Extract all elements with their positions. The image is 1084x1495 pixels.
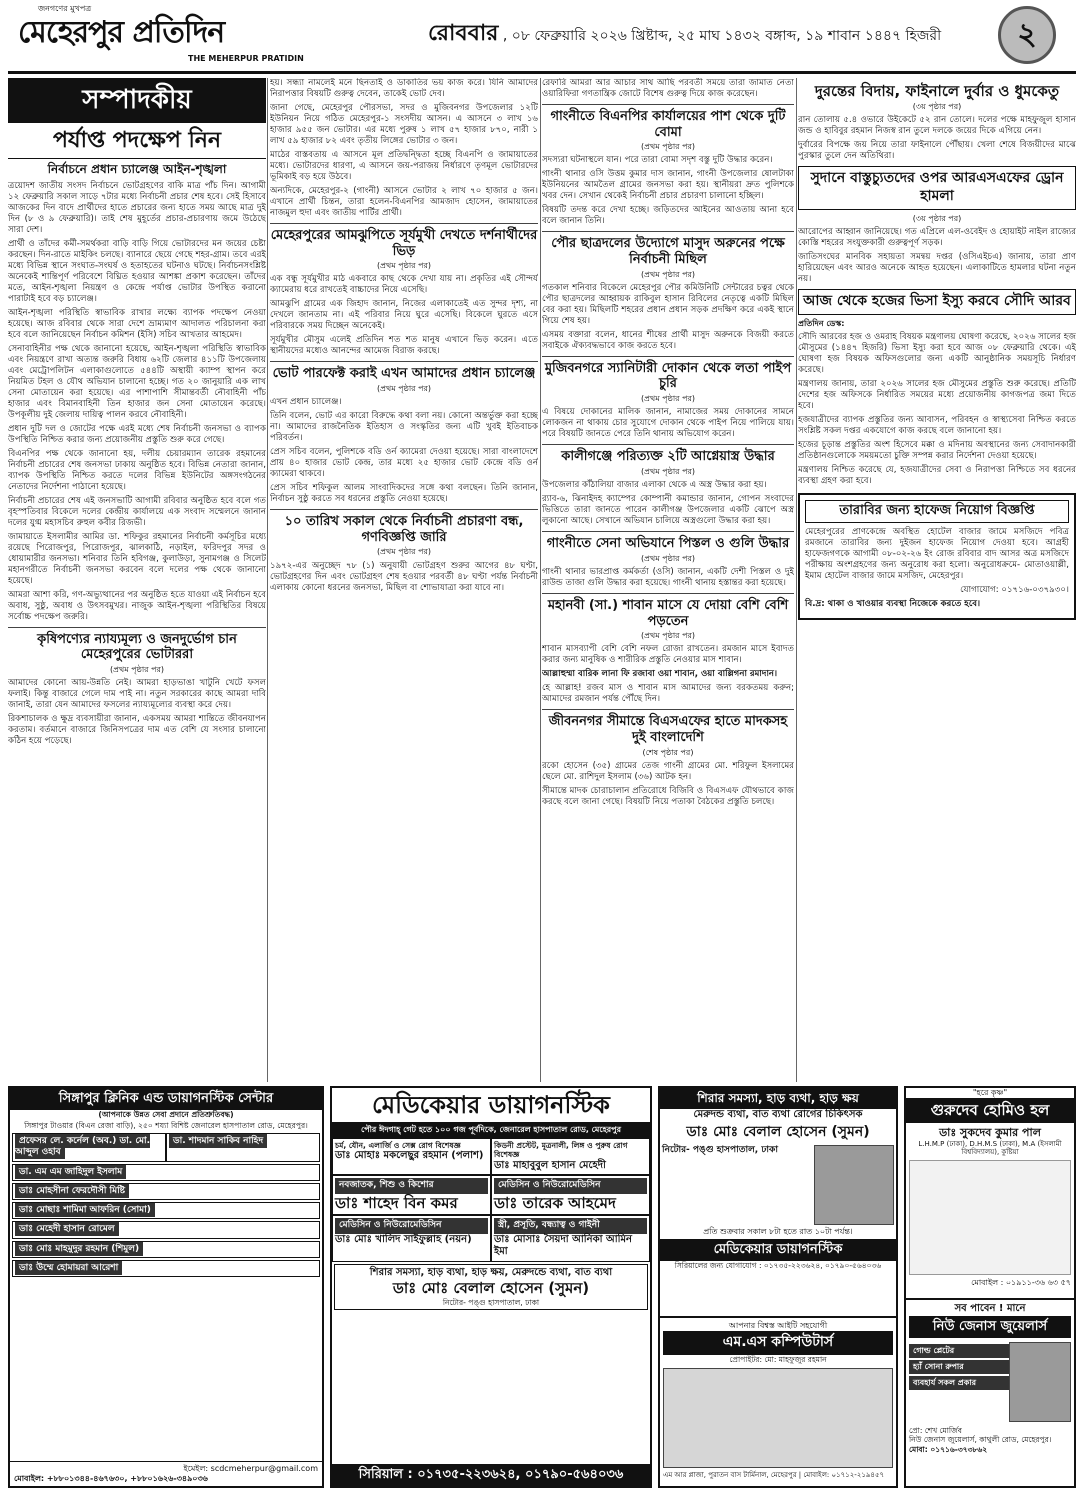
paragraph: সীমান্তে মাদক চোরাচালান প্রতিরোধে বিজিবি ও বিএসএফ যৌথভাবে কাজ করছে বলে জানা গেছে। বিষয়টি নিয়ে পতাকা বৈঠকের প্রস্তুতি চলছে। [542, 785, 794, 807]
paragraph: এখন প্রধান চ্যালেঞ্জ। [270, 397, 342, 408]
hafez-notice [798, 493, 1076, 620]
divider [542, 531, 794, 532]
paragraph: রিকশাচালক ও ক্ষুদ্র ব্যবসায়ীরা জানান, একসময় আমরা শান্তিতে জীবনযাপন করতাম। বর্তমানে বাজারে জিনিসপত্রের দাম এত বেশি যে সংসার চালানো কঠিন হয়ে পড়েছে। [8, 714, 266, 747]
ad-gurudev-homeo [904, 1086, 1076, 1488]
story-headline: ভোট পারফেক্ট করাই এখন আমাদের প্রধান চ্যালেঞ্জ [272, 366, 536, 382]
paragraph: হজযাত্রীদের ব্যাপক প্রস্তুতির জন্য আবাসন, পরিবহন ও স্বাস্থ্যসেবা নিশ্চিত করতে সংশ্লিষ্ট সকল দপ্তর একযোগে কাজ করছে বলে জানানো হয়। [798, 415, 1076, 437]
column-2 [270, 78, 538, 1082]
paragraph: মাঠের বাস্তবতায় এ আসনে মূল প্রতিদ্বন্দ্বিতা হচ্ছে বিএনপি ও জামায়াতের মধ্যে। ভোটারদের ধারণা, এ আসনে জয়-পরাজয় নির্ধারণে তৃণমূল ভোটারদের ভূমিকাই বড় হয়ে উঠবে। [270, 150, 538, 182]
doctor-entry: ডাঃ উম্মে হোমায়রা আরেশা [12, 1260, 320, 1277]
ad-clinic-tagline: (আপনাকে উন্নত সেবা প্রদানে প্রতিশ্রুতিবদ্ধ) [98, 1110, 234, 1120]
ad-clinic-name: সিঙ্গাপুর ক্লিনিক এন্ড ডায়াগনস্টিক সেন্টার [10, 1088, 322, 1110]
ad-computers-tag: আপনার বিশ্বস্ত আইটি সহযোগী [728, 1321, 828, 1330]
ad-jewellers-owner: প্রো: শেখ মোর্জিব [909, 1425, 962, 1435]
notice-title: তারাবির জন্য হাফেজ নিয়োগ বিজ্ঞপ্তি [805, 500, 1069, 523]
story-continuation: (প্রথম পৃষ্ঠার পর) [376, 261, 432, 271]
day: রোববার [428, 21, 499, 46]
doctor-entry: ডা. এম এম জাহিদুল ইসলাম [12, 1164, 320, 1181]
divider [542, 444, 794, 445]
story-headline: ১০ তারিখ সকাল থেকে নির্বাচনী প্রচারণা বন্ধ, গণবিজ্ঞপ্তি জারি [284, 514, 524, 545]
divider [270, 509, 538, 510]
advertisement-strip [8, 1086, 1076, 1488]
paragraph: গাংনী থানার ওসি উত্তম কুমার দাস জানান, গাংনী উপজেলার ষোলটাকা ইউনিয়নের আমতৈল গ্রামের জনসভা করা হয়। স্থানীয়রা দ্রুত পুলিশকে খবর দেন। সেখান থেকেই নির্বাচনী প্রচার প্রচারণা চালানো হচ্ছিল। [542, 169, 794, 202]
ad-belal-body [660, 1143, 896, 1227]
ad-homeo-doctor: ডাঃ সুকদেব কুমার পাল [939, 1125, 1041, 1139]
story-dateline: প্রতিদিন ডেস্ক: [798, 319, 845, 329]
ad-belal-sub: মেরুদন্ড ব্যথা, বাত ব্যথা রোগের চিকিৎসক [693, 1109, 863, 1120]
story-headline: কালীগঞ্জে পরিত্যক্ত ২টি আগ্নেয়াস্ত্র উদ্ধার [561, 449, 775, 465]
story-headline: জীবননগর সীমান্তে বিএসএফের হাতে মাদকসহ দুই বাংলাদেশি [548, 714, 788, 745]
paragraph: রকো হোসেন (৩৫) গ্রামের তেজ গাংনী গ্রামের মো. শরিফুল ইসলামের ছেলে মো. রাশিদুল ইসলাম (৩৬) আটক হন। [542, 760, 794, 782]
computer-products-image [663, 1368, 893, 1468]
ad-medicare-serial: সিরিয়াল : ০১৭৩৫-২২৩৬২৪, ০১৭৯০-৫৬৪০৩৬ [332, 1464, 650, 1486]
doctor-entry: ডাঃ মোহসীনা ফেরদৌসী মিষ্টি [12, 1183, 320, 1200]
column-divider [796, 78, 797, 1082]
divider [8, 627, 266, 628]
doctor-entry: প্রফেসর লে. কর্নেল (অব.) ডা. মো. আব্দুল ওহাব [12, 1133, 166, 1162]
paragraph: আল্লাহুম্মা বারিক লানা ফি রজাবা ওয়া শাবান, ওয়া বাল্লিগনা রমাদান। [542, 669, 778, 680]
paragraph: বিষয়টি তদন্ত করে দেখা হচ্ছে। জড়িতদের আইনের আওতায় আনা হবে বলে জানান তিনি। [542, 205, 794, 227]
ad-clinic-mobile: মোবাইল: +৮৮০১৩৪৪-৪৬৭৬৩০, +৮৮০১৬২৬-৩৪৯০৩৬ [14, 1474, 208, 1483]
divider [542, 356, 794, 357]
column-divider [267, 78, 268, 1082]
paragraph: হয়। সন্ধ্যা নামলেই মনে ছিনতাই ও ডাকাতির ভয় কাজ করে। যিনি আমাদের নিরাপত্তার বিষয়টি গুরুত্ব দেবেন, তাকেই ভোট দেব। [270, 78, 538, 99]
ad-ms-computers [660, 1316, 896, 1486]
paragraph: আমরা আশা করি, গণ-অভ্যুত্থানের পর অনুষ্ঠিত হতে যাওয়া এই নির্বাচন হবে অবাধ, সুষ্ঠু, অবাধ ও উৎসবমুখর। নাজুক আইন-শৃঙ্খলা পরিস্থিতির বিষয়ে সর্বোচ্চ পদক্ষেপ জরুরি। [8, 589, 266, 622]
column-editorial [8, 78, 266, 1082]
paragraph: ১৯৭২-এর অনুচ্ছেদ ৭৮ (১) অনুযায়ী ভোটগ্রহণ শুরুর আগের ৪৮ ঘণ্টা, ভোটগ্রহণের দিন এবং ভোটগ্রহণ শেষ হওয়ার পরবর্তী ৪৮ ঘণ্টা পর্যন্ত নির্বাচনী এলাকায় কোনো ধরনের জনসভা, মিছিল বা শোভাযাত্রা করা যাবে না। [270, 560, 538, 593]
paragraph: ত্রয়োদশ জাতীয় সংসদ নির্বাচনে ভোটগ্রহণের বাকি মাত্র পাঁচ দিন। আগামী ১২ ফেব্রুয়ারি সকাল সাড়ে ৭টার মধ্যে নির্বাচনী প্রচার শেষ হবে। সেই হিসাবে আজকের দিন বাদে প্রার্থীদের হাতে প্রচারের জন্য হাতে সময় আছে মাত্র দুই দিন (৮ ও ৯ ফেব্রুয়ারি)। তাই শেষ মুহূর্তের প্রচার-প্রচারণায় জমে উঠেছে সারা দেশ। [8, 180, 266, 235]
story-continuation: (প্রথম পৃষ্ঠার পর) [376, 384, 432, 394]
doctor-entry: ডাঃ মোঃ মাহমুদুর রহমান (শিমুল) [12, 1241, 320, 1258]
story-continuation: (৩য় পৃষ্ঠার পর) [912, 214, 962, 224]
ad-belal-top: শিরার সমস্যা, হাড় ব্যথা, হাড় ক্ষয় [660, 1088, 896, 1109]
paragraph: আরোপের আহ্বান জানিয়েছে। গত এপ্রিলে এল-ওবেইদ ও হোয়াইট নাইল রাজ্যের কোস্তি শহরের সংযুক্তকারী গুরুত্বপূর্ণ সড়ক। [798, 227, 1076, 249]
divider [542, 593, 794, 594]
paragraph: আইন-শৃঙ্খলা পরিস্থিতি স্বাভাবিক রাখার লক্ষ্যে ব্যাপক পদক্ষেপ নেওয়া হয়েছে। আজ রবিবার থেকে সারা দেশে ভ্রাম্যমাণ আদালত পরিচালনা করা হবে বলে জানিয়েছেন নির্বাচন কমিশন (ইসি) সচিব আখতার আহমেদ। [8, 307, 266, 340]
paragraph: গাংনী থানার ভারপ্রাপ্ত কর্মকর্তা (ওসি) জানান, একটি দেশী পিস্তল ও দুই রাউন্ড তাজা গুলি উদ্ধার করা হয়েছে। গাংনী থানায় হস্তান্তর করা হয়েছে। [542, 566, 794, 588]
story-headline: গাংনীতে বিএনপির কার্যালয়ের পাশ থেকে দুটি বোমা [550, 109, 786, 140]
doctor-cell: নবজাতক, শিশু ও কিশোর ডাঃ শাহেদ বিন কমর [332, 1175, 491, 1215]
page-number: ২ [998, 6, 1056, 64]
owner-photo [1009, 1342, 1071, 1422]
paragraph: প্রেস সচিব বলেন, পুলিশকে বডি ওর্ন ক্যামেরা দেওয়া হয়েছে। সারা বাংলাদেশে প্রায় ৪০ হাজার ভোট কেন্দ্র, তার মধ্যে ২৫ হাজার ভোট কেন্দ্রে বডি ওর্ন ক্যামেরা থাকবে। [270, 447, 538, 480]
doctor-entry: ডা. শাদমান সাকিব নাহিদ [166, 1133, 320, 1162]
story-continuation: (প্রথম পৃষ্ঠার পর) [640, 631, 696, 641]
doctor-cell: স্ত্রী, প্রসূতি, বন্ধ্যাত্ব ও গাইনী ডাঃ মোসাঃ সৈয়দা আনিকা আমিন ইমা [491, 1215, 650, 1261]
paragraph: আমাদের কোনো আয়-উন্নতি নেই। আমরা হাড়ভাঙা খাটুনি খেটে ফসল ফলাই। কিন্তু বাজারে গেলে দাম পাই না। নতুন সরকারের কাছে আমরা দাবি জানাই, তারা যেন আমাদের ফসলের ন্যায্যমূল্যের ব্যবস্থা করে দেয়। [8, 678, 266, 711]
story-headline: কৃষিপণ্যের ন্যায্যমূল্য ও জনদুর্ভোগ চান মেহেরপুরের ভোটাররা [37, 631, 237, 663]
ad-clinic-contact [10, 1461, 322, 1486]
paragraph: জানা গেছে, মেহেরপুর পৌরসভা, সদর ও মুজিবনগর উপজেলার ১২টি ইউনিয়ন নিয়ে গঠিত মেহেরপুর-১ সংসদীয় আসন। এ আসনে ৩ লাখ ১৬ হাজার ৯৫৫ জন ভোটার। এর মধ্যে পুরুষ ১ লাখ ৫৭ হাজার ৮৭০, নারী ১ লাখ ৫৯ হাজার ৮২ এবং তৃতীয় লিঙ্গের ভোটার ৩ জন। [270, 103, 538, 146]
story-continuation: (প্রথম পৃষ্ঠার পর) [640, 466, 696, 476]
story-headline: পৌর ছাত্রদলের উদ্যোগে মাসুদ অরুনের পক্ষে নির্বাচনী মিছিল [551, 236, 785, 268]
paragraph: সৌদি আরবের হজ ও ওমরাহ বিষয়ক মন্ত্রণালয় ঘোষণা করেছে, ২০২৬ সালের হজ মৌসুমের (১৪৪৭ হিজরি) ভিসা ইস্যু করা হবে আজ ০৮ ফেব্রুয়ারি থেকে। এই ঘোষণা হজ বিষয়ক অফিসগুলোর জন্য একটি আনুষ্ঠানিক সময়সূচি নির্ধারণ করেছে। [798, 332, 1076, 376]
paragraph: গতকাল শনিবার বিকেলে মেহেরপুর পৌর কমিউনিটি সেন্টারের চত্বর থেকে পৌর ছাত্রদলের আহ্বায়ক রাকিবুল হাসান রিবিলের নেতৃত্বে একটি মিছিল বের করা হয়। মিছিলটি শহরের প্রধান প্রধান সড়ক প্রদক্ষিণ করে একই স্থানে গিয়ে শেষ হয়। [542, 282, 794, 326]
paragraph: প্রধান দুটি দল ও জোটের পক্ষে এরই মধ্যে শেষ নির্বাচনী জনসভা ও ব্যাপক উপস্থিতি নিশ্চিত করার জন্য প্রয়োজনীয় প্রস্তুতি শুরু করে গেছে। [8, 423, 266, 445]
ad-clinic-address: সিঙ্গাপুর টাওয়ার (বিএন রেজা বাড়ি), ২৫০ শয্যা বিশিষ্ট জেনারেল হাসপাতাল রোড, মেহেরপুর। [24, 1120, 308, 1130]
story-continuation: (প্রথম পৃষ্ঠার পর) [640, 394, 696, 404]
divider [270, 223, 538, 224]
doctor-cell: মেডিসিন ও নিউরোমেডিসিন ডাঃ মোঃ খালিদ সাইফুল্লাহ (নয়ন) [332, 1215, 491, 1261]
ad-homeo-tag: "হরে কৃষ্ণ" [972, 1088, 1008, 1097]
ad-jewellers-phone: মোবা: ০১৭১৬-৩৭৩৮৬২ [909, 1444, 988, 1454]
story-continuation: (প্রথম পৃষ্ঠার পর) [640, 553, 696, 563]
ad-medicare-address: পৌর ঈদগাহ্ গেট হতে ১০০ গজ পূর্বদিকে, জেনারেল হাসপাতাল রোড, মেহেরপুর [332, 1122, 650, 1138]
paragraph: হজের চূড়ান্ত প্রস্তুতির অংশ হিসেবে মক্কা ও মদিনায় অবস্থানের জন্য সেবাদানকারী প্রতিষ্ঠানগুলোকে সময়মতো চুক্তি সম্পন্ন করার নির্দেশনা দেওয়া হয়েছে। [798, 440, 1076, 462]
paragraph: মন্ত্রণালয় জানায়, তারা ২০২৬ সালের হজ মৌসুমের প্রস্তুতি শুরু করেছে। প্রতিটি দেশের হজ অফিসকে নির্ধারিত সময়ের মধ্যে প্রয়োজনীয় কাগজপত্র জমা দিতে হবে। [798, 379, 1076, 412]
ad-homeo-phone: মোবাইল : ০১৯১১-৩৬ ৬৩ ৫৭ [971, 1278, 1071, 1287]
paragraph: দুর্বারের বিপক্ষে জয় নিয়ে তারা ফাইনালে পৌঁছায়। খেলা শেষে বিজয়ীদের মাঝে পুরস্কার তুলে দেন অতিথিরা। [798, 140, 1076, 162]
paragraph: র‍্যাব-৬, ঝিনাইদহ ক্যাম্পের কোম্পানী কমান্ডার জানান, গোপন সংবাদের ভিত্তিতে তারা জানতে পারেন কালীগঞ্জ উপজেলার একটি ঝোপে অস্ত্র লুকানো আছে। সেখানে অভিযান চালিয়ে অস্ত্রগুলো উদ্ধার করা হয়। [542, 494, 794, 527]
story-headline: আজ থেকে হজের ভিসা ইস্যু করবে সৌদি আরব [798, 289, 1076, 315]
paragraph: আমঝুপি গ্রামের এক জিহাদ জানান, নিজের এলাকাতেই এত সুন্দর দৃশ্য, না দেখলে জানতাম না। এই পরিবার নিয়ে ঘুরে এসেছি। বিকেলে ঘুরতে এসে পরিবারকে সময় দিচ্ছেন অনেকেই। [270, 299, 538, 332]
story-continuation: (প্রথম পৃষ্ঠার পর) [376, 547, 432, 557]
ad-homeo-degree: L.H.M.P (ঢাকা), D.H.M.S (ঢাকা), M.A (ইসলামী বিশ্ববিদ্যালয়), কুষ্টিয়া [918, 1139, 1062, 1157]
story-continuation: (প্রথম পৃষ্ঠার পর) [640, 142, 696, 152]
ad-jewellers-name: নিউ জেনাস জুয়েলার্স [909, 1316, 1071, 1338]
story-continuation: (প্রথম পৃষ্ঠার পর) [640, 269, 696, 279]
paragraph: রেফারি আমরা আর আচার সাথ আছি পরবর্তী সময়ে তারা জামাত নেতা ওয়ারিফিরা গণতান্ত্রিক জোটে বিশেষ গুরুত্ব দিয়ে কাজ করেছেন। [542, 78, 794, 99]
ad-clinic-doctors [12, 1133, 320, 1162]
ad-jewellers-items: গোল্ড প্লেটের হ্যাঁ সোনা রুপার ব্যবহার্য সকল প্রকার [909, 1342, 1009, 1422]
story-headline: সুদানে বাস্তুচ্যুতদের ওপর আরএসএফের ড্রোন হামলা [798, 166, 1076, 210]
ad-jewellers-tag: সব পাবেন ! মানে [954, 1303, 1026, 1314]
editorial-title: পর্যাপ্ত পদক্ষেপ নিন [8, 127, 266, 159]
paragraph: শাবান মাসব্যাপী বেশি বেশি নফল রোজা রাখতেন। রমজান মাসে ইবাদত করার জন্য মানুষিক ও শারীরিক প্রস্তুতি নেওয়ার মাস শাবান। [542, 644, 794, 666]
divider [542, 231, 794, 232]
paragraph: নির্বাচনী প্রচারের শেষ এই জনসভাটি আগামী রবিবার অনুষ্ঠিত হবে বলে গত বৃহস্পতিবার বিকেলে দলের কেন্দ্রীয় কার্যালয়ে এক সংবাদ সম্মেলনে জানান দলের যুগ্ম মহাসচিব রুহুল কবীর রিজভী। [8, 495, 266, 528]
divider [542, 709, 794, 710]
editorial-banner: সম্পাদকীয় [8, 78, 266, 123]
paragraph: এ বিষয়ে দোকানের মালিক জানান, নামাজের সময় দোকানের সামনে লোকজন না থাকায় চোর সুযোগে দোকান থেকে পাইপ নিয়ে পালিয়ে যায়। পরে বিষয়টি জানতে পেরে তিনি থানায় অভিযোগ করেন। [542, 407, 794, 440]
ad-computers-owner: প্রোপাইটর: মো: মাহফুজুর রহমান [729, 1354, 827, 1364]
divider [270, 361, 538, 362]
story-headline: দুরন্তের বিদায়, ফাইনালে দুর্বার ও ধুমকেতু [814, 82, 1060, 100]
paragraph: সদস্যরা ঘটনাস্থলে যান। পরে তারা বোমা সদৃশ বস্তু দুটি উদ্ধার করেন। [542, 155, 773, 166]
ad-medicare-footer: শিরার সমস্যা, হাড় ব্যথা, হাড় ক্ষয়, মেরুদন্ডে ব্যথা, বাত ব্যথা ডাঃ মোঃ বেলাল হোসেন (সুমন) নিটোর- পঙ্গু হাসপাতাল, ঢাকা [334, 1264, 648, 1311]
story-headline: মেহেরপুরের আমঝুপিতে সূর্যমুখী দেখতে দর্শনার্থীদের ভিড় [270, 228, 538, 259]
ad-belal-hospital: নিটোর- পঙ্গু হাসপাতাল, ঢাকা [662, 1145, 778, 1155]
paragraph: এক বন্ধু সূর্যমুখীর মাঠ একবারে কাছ থেকে দেখা যায় না। প্রকৃতির এই সৌন্দর্য ক্যামেরায় ধরে রাখতেই বাচ্চাদের নিয়ে এসেছি। [270, 274, 538, 296]
paragraph: প্রার্থী ও তাঁদের কর্মী-সমর্থকরা বাড়ি বাড়ি গিয়ে ভোটারদের মন জয়ের চেষ্টা করছেন। দিন-রাতে মাইকিং চলছে। ব্যানারে ছেয়ে গেছে শহর-গ্রাম। তবে এরই মধ্যে বিভিন্ন স্থানে সংঘাত-সংঘর্ষ ও হতাহতের ঘটনাও ঘটছে। নির্বাচনসংশ্লিষ্ট অনেকেই শান্তিপূর্ণ পরিবেশে বিঘ্নিত হওয়ার আশঙ্কা প্রকাশ করেছেন। তাঁদের মতে, আইন-শৃঙ্খলা নিয়ন্ত্রণ ও কেন্দ্রে পর্যাপ্ত ভোটার উপস্থিত করানো পারাটাই হবে বড় চ্যালেঞ্জ। [8, 238, 266, 304]
story-headline: মুজিবনগরে স্যানিটারী দোকান থেকে লতা পাইপ চুরি [544, 360, 792, 392]
date-line [428, 20, 941, 48]
date: , ০৮ ফেব্রুয়ারি ২০২৬ খ্রিষ্টাব্দ, ২৫ মাঘ ১৪৩২ বঙ্গাব্দ, ১৯ শাবান ১৪৪৭ হিজরী [502, 28, 942, 44]
doctor-cell: মেডিসিন ও নিউরোমেডিসিন ডাঃ তারেক আহমেদ [491, 1175, 650, 1215]
ad-belal-serial: সিরিয়ালের জন্য যোগাযোগ : ০১৭৩৫-২২৩৬২৪, ০১৭৯০-৫৬৪০৩৬ [674, 1261, 882, 1271]
paragraph: এসময় বক্তারা বলেন, ধানের শীষের প্রার্থী মাসুদ অরুনকে বিজয়ী করতে সবাইকে ঐক্যবদ্ধভাবে কাজ করতে হবে। [542, 329, 794, 351]
tagline: জনগণের মুখপত্র [38, 4, 92, 13]
ad-new-jenas-jewellers [906, 1298, 1074, 1486]
story-continuation: (শেষ পৃষ্ঠার পর) [642, 747, 694, 757]
paragraph: মন্ত্রণালয় নিশ্চিত করেছে যে, হজযাত্রীদের সেবা ও নিরাপত্তা নিশ্চিতে সব ধরনের ব্যবস্থা গ্রহণ করা হবে। [798, 465, 1076, 487]
notice-contact: যোগাযোগ: ০১৭১৬-০৩৭৯৩০। [960, 585, 1069, 596]
ad-clinic-email: ইমেইল: scdcmeherpur@gmail.com [183, 1464, 318, 1473]
ad-medicare-grid [332, 1138, 650, 1262]
notice-note: বি.দ্র: থাকা ও খাওয়ার ব্যবস্থা নিজেকে করতে হবে। [805, 599, 981, 610]
column-4 [798, 78, 1076, 1082]
paragraph: জামায়াতে ইসলামীর আমির ডা. শফিকুর রহমানের নির্বাচনী কর্মসূচির মধ্যে রয়েছে পিরোজপুর, পিরোজপুর, ঝালকাঠি, নড়াইল, ফরিদপুর সদর ও ধোয়ামারীর জনসভা। শনিবার তিনি হবিগঞ্জ, কুলাউড়া, সুনামগঞ্জ ও সিলেট মহানগরীতে নির্বাচনী জনসভা করবেন বলে দলের পক্ষ থেকে জানানো হয়েছে। [8, 531, 266, 586]
ad-homeo-details [909, 1160, 1071, 1275]
story-headline: মহানবী (সা.) শাবান মাসে যে দোয়া বেশি বেশি পড়তেন [547, 597, 789, 629]
divider [542, 104, 794, 105]
ad-belal-center: মেডিকেয়ার ডায়াগনস্টিক [660, 1239, 896, 1261]
ad-jewellers-address: নিউ জেনাস জুয়েলার্স, কাথুলী রোড, মেহেরপুর। [909, 1435, 1052, 1445]
paragraph: সেনাবাহিনীর পক্ষ থেকে জানানো হয়েছে, আইন-শৃঙ্খলা পরিস্থিতি স্বাভাবিক এবং নিয়ন্ত্রণে রাখা অত্যন্ত জরুরি বিধায় ৬২টি জেলার ৪১১টি উপজেলায় এবং মেট্রোপলিটন এলাকাগুলোতে ৫৪৪টি অস্থায়ী ক্যাম্প স্থাপন করে নিয়মিত টহল ও যৌথ অভিযান চালানো হচ্ছে। গত ২০ জানুয়ারি এক লাখ সেনা মোতায়েন করা হয়েছে। এর পাশাপাশি সীমান্তবর্তী নৌবাহিনী পাঁচ হাজার এবং বিমানবাহিনী তিন হাজার জন সেনা মোতায়েন করেছে। উপকূলীয় দুই জেলায় দায়িত্ব পালন করবে নৌবাহিনী। [8, 343, 266, 420]
doctor-entry: ডাঃ মোছাঃ শামিমা আফরিন (সোমা) [12, 1202, 320, 1219]
ad-singapore-clinic [8, 1086, 324, 1488]
paragraph: রান তোলায় ৫.৪ ওভারে উইকেটে ৫২ রান তোলে। দলের পক্ষে মাহফুজুল হাসান জন্ড ও হাবিবুর রহমান নিজস্ব রান তুলে দলকে জয়ের দিকে এগিয়ে নেন। [798, 115, 1076, 137]
paragraph: তিনি বলেন, ভোট এর কারো বিরুদ্ধে কথা বলা নয়। কোনো অন্তর্ভুক্ত করা হচ্ছে না। আমাদের রাজনৈতিক ইতিহাস ও সংস্কৃতির জন্য এটি খুবই ইতিবাচক পরিবর্তন। [270, 411, 538, 444]
doctor-entry: ডাঃ মেহেদী হাসান রোমেল [12, 1221, 320, 1238]
column-divider [540, 78, 541, 1082]
logo-text: মেহেরপুর প্রতিদিন [18, 15, 225, 50]
paragraph: সূর্যমুখীর মৌসুম এলেই প্রতিদিন শত শত মানুষ এখানে ভিড় করেন। এতে স্থানীয়দের মধ্যেও আনন্দের আমেজ বিরাজ করছে। [270, 335, 538, 357]
doctor-photo [814, 1145, 894, 1225]
logo [18, 14, 304, 63]
paragraph: উপজেলার কাঁঠালিয়া বাজার এলাকা থেকে এ অস্ত্র উদ্ধার করা হয়। [542, 480, 767, 491]
story-continuation: (৩য় পৃষ্ঠার পর) [912, 102, 962, 111]
ad-doctor-belal [658, 1086, 898, 1488]
doctor-cell: চর্ম, যৌন, এলার্জি ও সেক্স রোগ বিশেষজ্ঞ ডাঃ মোহাঃ মকলেছুর রহমান (পলাশ) [332, 1138, 491, 1175]
logo-subtitle: THE MEHERPUR PRATIDIN [188, 54, 304, 63]
ad-computers-address: এম আর প্লাজা, পুরাতন বাস টার্মিনাল, মেহেরপুর | মোবাইল: ০১৭১২-২১৯৪৫৭ [663, 1470, 885, 1479]
masthead [8, 4, 1076, 74]
story-continuation: (প্রথম পৃষ্ঠার পর) [109, 664, 165, 674]
paragraph: প্রেস সচিব শফিকুল আলম সাংবাদিকদের সঙ্গে কথা বলছেন। তিনি জানান, নির্বাচন সুষ্ঠু করতে সব ধরনের প্রস্তুতি নেওয়া হয়েছে। [270, 483, 538, 505]
ad-computers-name: এম.এস কম্পিউটার্স [663, 1331, 893, 1355]
ad-homeo-name: গুরুদেব হোমিও হল [906, 1098, 1074, 1123]
editorial-subtitle: নির্বাচনে প্রধান চ্যালেঞ্জ আইন-শৃঙ্খলা [47, 162, 227, 177]
ad-belal-schedule: প্রতি শুক্রবার সকাল ৮টা হতে রাত ১০টা পর্যন্ত। [703, 1227, 853, 1236]
ad-belal-doctor: ডাঃ মোঃ বেলাল হোসেন (সুমন) [686, 1123, 870, 1140]
story-headline: গাংনীতে সেনা অভিযানে পিস্তল ও গুলি উদ্ধার [546, 536, 790, 552]
paragraph: জাতিসংঘের মানবিক সহায়তা সমন্বয় দপ্তর (ওসিএইচএ) জানায়, তারা প্রাণ হারিয়েছেন এবং আরও অনেকে আহত হয়েছেন। এলাকাটিতে হামলার ঘটনা নতুন নয়। [798, 252, 1076, 285]
doctor-cell: কিডনী প্রস্টেট, মূত্রনালী, লিঙ্গ ও পুরুষ রোগ বিশেষজ্ঞ ডাঃ মাহাবুবুল হাসান মেহেদী [491, 1138, 650, 1175]
ad-medicare-diagnostic [330, 1086, 652, 1488]
column-3 [542, 78, 794, 1082]
ad-medicare-name: মেডিকেয়ার ডায়াগনস্টিক [372, 1091, 610, 1119]
paragraph: অন্যদিকে, মেহেরপুর-২ (গাংনী) আসনে ভোটার ২ লাখ ৭০ হাজার ৫ জন। এখানে প্রার্থী চিন্তন, তারা হলেন-বিএনপির আমজাদ হোসেন, জামায়াতের নাজমুল হুদা এবং জাতীয় পার্টির প্রার্থী। [270, 186, 538, 218]
paragraph: বিএনপির পক্ষ থেকে জানানো হয়, দলীয় চেয়ারম্যান তারেক রহমানের নির্বাচনী প্রচারের শেষ জনসভা ঢাকায় অনুষ্ঠিত হবে। বিভিন্ন নেতারা জানান, ব্যাপক উপস্থিতি নিশ্চিত করতে দলের বিভিন্ন ইউনিটের অঙ্গসংগঠনের নেতাদের নির্দেশনা পাঠানো হয়েছে। [8, 448, 266, 492]
ad-jewellers-body [909, 1342, 1071, 1422]
notice-text: মেহেরপুরের প্রাণকেন্দ্রে অবস্থিত হোটেল বাজার জামে মসজিদে পবিত্র রমজানে তারাবির জন্য দুইজন হাফেজ নিয়োগ দেওয়া হবে। আগ্রহী হাফেজগণকে আগামী ০৮-০২-২৬ ইং রোজ রবিবার বাদ আসর অত্র মসজিদে পরীক্ষায় অংশগ্রহণের জন্য অনুরোধ করা হলো। অনুরোধক্রমে- মোতাওয়াল্লী, ইমাম হোটেল বাজার জামে মসজিদ, মেহেরপুর। [805, 527, 1069, 582]
paragraph: হে আল্লাহ! রজব মাস ও শাবান মাস আমাদের জন্য বরকতময় করুন; আমাদের রমজান পর্যন্ত পৌঁছে দিন। [542, 683, 794, 705]
